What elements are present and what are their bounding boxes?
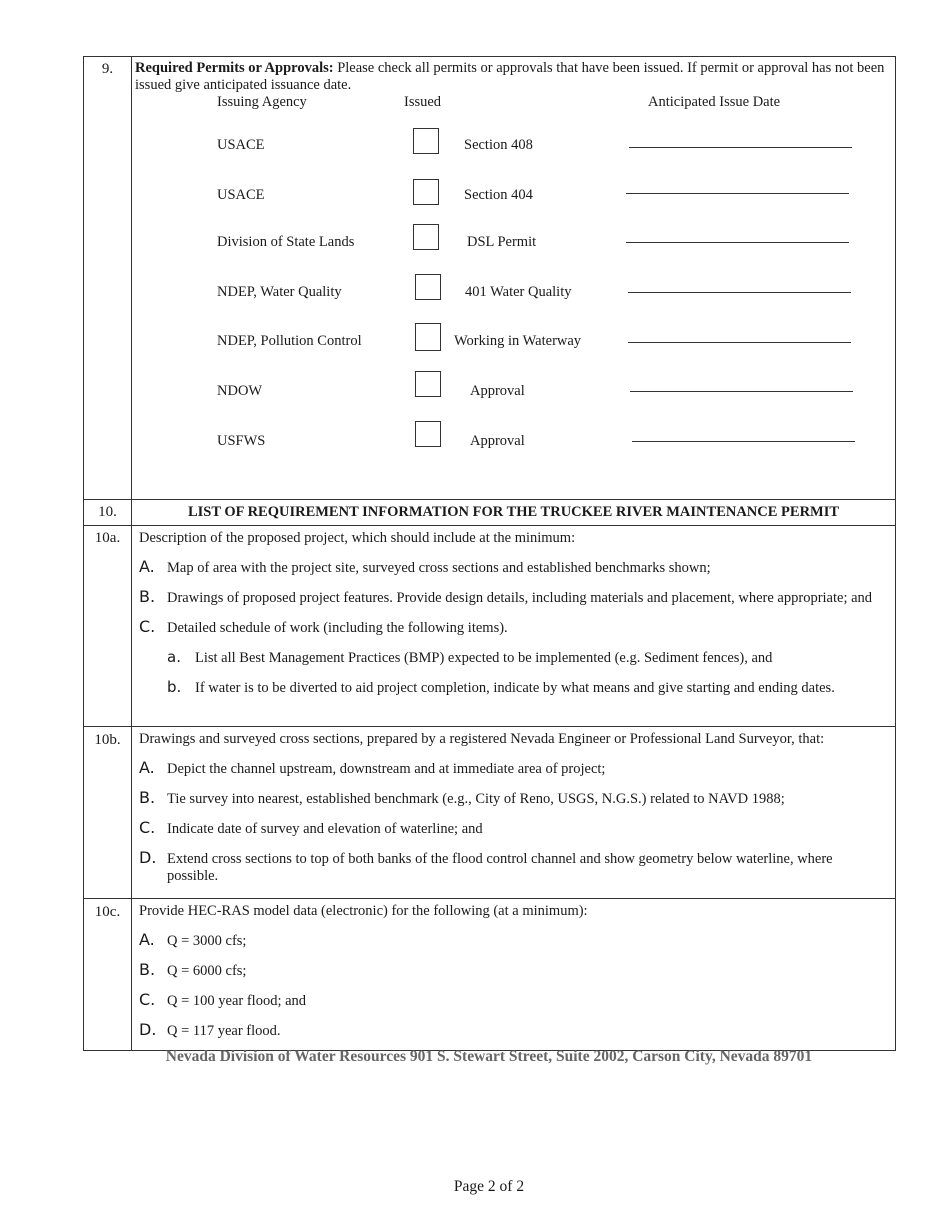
section-10-title: LIST OF REQUIREMENT INFORMATION FOR THE TRUCKEE RIVER MAINTENANCE PERMIT	[187, 504, 840, 520]
section-number: 9.	[84, 57, 132, 499]
permit-form-table	[83, 56, 896, 1051]
item-text: Detailed schedule of work (including the following items).	[167, 620, 508, 636]
list-item	[132, 960, 895, 980]
permit-row	[132, 226, 895, 260]
item-letter: A.	[139, 557, 155, 576]
section-10a-content	[132, 526, 895, 726]
section-10a-row	[84, 525, 895, 726]
permit-agency: Division of State Lands	[217, 234, 355, 250]
item-text: Extend cross sections to top of both banks of the flood control channel and show geometry below waterline, where possible.	[167, 851, 833, 884]
item-letter: B.	[139, 788, 156, 807]
issued-header: Issued	[404, 94, 442, 110]
issued-checkbox[interactable]	[415, 371, 441, 397]
permit-agency: NDEP, Pollution Control	[217, 333, 362, 349]
permit-type: Working in Waterway	[454, 333, 582, 349]
sub-item-letter: b.	[167, 678, 182, 696]
permit-row	[132, 129, 895, 163]
section-number: 10c.	[84, 899, 132, 1050]
item-text: Drawings of proposed project features. Provide design details, including materials and placement, where appropriate; and	[167, 590, 873, 606]
item-text: Indicate date of survey and elevation of waterline; and	[167, 821, 483, 837]
permit-type: DSL Permit	[467, 234, 537, 250]
section-10c-content	[132, 899, 895, 1050]
sub-item-letter: a.	[167, 648, 181, 666]
item-letter: C.	[139, 990, 156, 1009]
issuing-agency-header: Issuing Agency	[217, 94, 307, 110]
sub-item-text: List all Best Management Practices (BMP) expected to be implemented (e.g. Sediment fences), and	[195, 650, 773, 666]
item-letter: B.	[139, 960, 156, 979]
list-item	[132, 617, 895, 637]
item-letter: A.	[139, 930, 155, 949]
issued-checkbox[interactable]	[413, 224, 439, 250]
permit-row	[132, 276, 895, 310]
permit-type: 401 Water Quality	[465, 284, 572, 300]
section-number: 10.	[84, 500, 132, 525]
sub-item	[132, 680, 895, 697]
section-lead: Description of the proposed project, which should include at the minimum:	[139, 530, 576, 546]
section-10-row	[84, 499, 895, 525]
list-item	[132, 758, 895, 778]
list-item	[132, 587, 895, 607]
list-item	[132, 1020, 895, 1040]
item-letter: A.	[139, 758, 155, 777]
permit-agency: NDOW	[217, 383, 263, 399]
item-letter: B.	[139, 587, 156, 606]
anticipated-date-field[interactable]	[630, 391, 853, 392]
list-item	[132, 818, 895, 838]
list-item	[132, 788, 895, 808]
permit-type: Section 408	[464, 137, 533, 153]
permit-agency: USACE	[217, 187, 265, 203]
anticipated-date-field[interactable]	[629, 147, 852, 148]
permit-type: Approval	[470, 383, 525, 399]
section-number: 10b.	[84, 727, 132, 898]
item-letter: D.	[139, 1020, 157, 1039]
permit-agency: USACE	[217, 137, 265, 153]
list-item	[132, 557, 895, 577]
sub-item-text: If water is to be diverted to aid project completion, indicate by what means and give starting and ending dates.	[195, 680, 835, 696]
section-9-instructions: Please check all permits or approvals that have been issued. If permit or approval has not been issued give anticipated issuance date.	[135, 60, 885, 93]
item-letter: D.	[139, 848, 157, 867]
issued-checkbox[interactable]	[415, 323, 441, 351]
permit-agency: USFWS	[217, 433, 266, 449]
list-item	[132, 930, 895, 950]
section-10c-row	[84, 898, 895, 1050]
page-number: Page 2 of 2	[453, 1178, 525, 1195]
section-lead: Provide HEC-RAS model data (electronic) for the following (at a minimum):	[139, 903, 588, 919]
list-item	[132, 990, 895, 1010]
anticipated-date-field[interactable]	[628, 292, 851, 293]
permit-row	[132, 179, 895, 213]
permit-row	[132, 325, 895, 359]
item-text: Tie survey into nearest, established benchmark (e.g., City of Reno, USGS, N.G.S.) related to NAVD 1988;	[167, 791, 785, 807]
item-letter: C.	[139, 617, 156, 636]
anticipated-date-field[interactable]	[628, 342, 851, 343]
issued-checkbox[interactable]	[415, 274, 441, 300]
item-text: Q = 100 year flood; and	[167, 993, 307, 1009]
section-9-content	[132, 57, 895, 499]
permit-type: Approval	[470, 433, 525, 449]
anticipated-date-field[interactable]	[632, 441, 855, 442]
section-9-row	[84, 57, 895, 499]
issued-checkbox[interactable]	[413, 128, 439, 154]
section-number: 10a.	[84, 526, 132, 726]
anticipated-date-field[interactable]	[626, 193, 849, 194]
item-text: Q = 117 year flood.	[167, 1023, 281, 1039]
anticipated-date-field[interactable]	[626, 242, 849, 243]
issued-checkbox[interactable]	[413, 179, 439, 205]
permit-agency: NDEP, Water Quality	[217, 284, 342, 300]
permit-row	[132, 375, 895, 409]
section-9-intro	[132, 57, 895, 94]
issued-checkbox[interactable]	[415, 421, 441, 447]
item-text: Map of area with the project site, surveyed cross sections and established benchmarks shown;	[167, 560, 711, 576]
item-text: Depict the channel upstream, downstream and at immediate area of project;	[167, 761, 606, 777]
footer-address: Nevada Division of Water Resources 901 S. Stewart Street, Suite 2002, Carson City, Nevada 89701	[165, 1048, 813, 1065]
list-item	[132, 848, 895, 885]
item-letter: C.	[139, 818, 156, 837]
item-text: Q = 3000 cfs;	[167, 933, 247, 949]
section-lead: Drawings and surveyed cross sections, prepared by a registered Nevada Engineer or Professional Land Surveyor, that:	[139, 731, 825, 747]
section-10b-row	[84, 726, 895, 898]
section-10b-content	[132, 727, 895, 898]
item-text: Q = 6000 cfs;	[167, 963, 247, 979]
permit-row	[132, 425, 895, 459]
permit-type: Section 404	[464, 187, 533, 203]
anticipated-date-header: Anticipated Issue Date	[648, 94, 781, 110]
section-9-title: Required Permits or Approvals:	[135, 60, 334, 76]
sub-item	[132, 650, 895, 667]
